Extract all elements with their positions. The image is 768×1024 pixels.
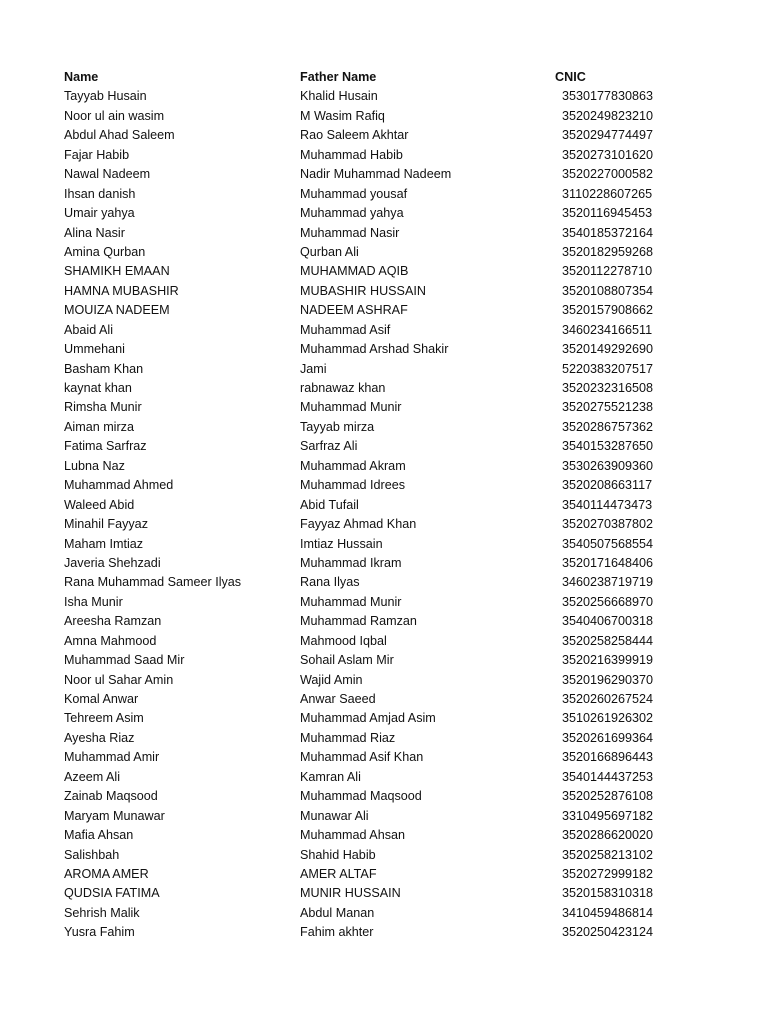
cell-name: kaynat khan xyxy=(64,381,132,395)
cell-cnic: 3520261699364 xyxy=(562,730,654,745)
cell-name: Alina Nasir xyxy=(64,225,125,240)
cell-cnic: 3520158310318 xyxy=(562,886,654,901)
cell-cnic: 3460234166511 xyxy=(562,322,653,337)
cell-father-name: Muhammad yahya xyxy=(300,206,404,221)
cell-father-name: Tayyab mirza xyxy=(300,419,375,434)
table-row xyxy=(0,398,768,417)
cell-cnic: 3520270387802 xyxy=(562,517,654,532)
cell-cnic: 3520286757362 xyxy=(562,419,654,434)
cell-name: Aiman mirza xyxy=(64,419,134,434)
cell-name: Noor ul ain wasim xyxy=(64,108,165,123)
cell-cnic: 3520272999182 xyxy=(562,866,654,881)
cell-name: MOUIZA NADEEM xyxy=(64,303,170,318)
cell-father-name: MUBASHIR HUSSAIN xyxy=(300,283,426,298)
table-row xyxy=(0,496,768,515)
table-row xyxy=(0,126,768,145)
cell-cnic: 3510261926302 xyxy=(562,711,654,726)
cell-father-name: Qurban Ali xyxy=(300,244,359,259)
cell-name: Amna Mahmood xyxy=(64,633,157,648)
cell-name: Tayyab Husain xyxy=(64,89,147,104)
cell-cnic: 3410459486814 xyxy=(562,905,654,920)
cell-father-name: Wajid Amin xyxy=(300,672,363,687)
cell-name: Zainab Maqsood xyxy=(64,789,158,804)
cell-name: Salishbah xyxy=(64,847,120,862)
table-row xyxy=(0,846,768,865)
cell-cnic: 3530177830863 xyxy=(562,89,654,104)
cell-cnic: 3520108807354 xyxy=(562,283,654,298)
table-row xyxy=(0,807,768,826)
cell-name: Muhammad Ahmed xyxy=(64,478,174,493)
cell-cnic: 3540507568554 xyxy=(562,536,654,551)
cell-name: Ayesha Riaz xyxy=(64,730,135,745)
cell-cnic: 3520250423124 xyxy=(562,925,654,940)
table-row xyxy=(0,379,768,398)
cell-father-name: Muhammad Idrees xyxy=(300,478,405,493)
table-row xyxy=(0,262,768,281)
cell-father-name: Fayyaz Ahmad Khan xyxy=(300,517,417,532)
table-row xyxy=(0,651,768,670)
table-row xyxy=(0,437,768,456)
cell-name: Yusra Fahim xyxy=(64,925,135,940)
table-row xyxy=(0,301,768,320)
cell-name: Fatima Sarfraz xyxy=(64,439,147,454)
table-row xyxy=(0,748,768,767)
cell-cnic: 3520171648406 xyxy=(562,555,654,570)
table-row xyxy=(0,554,768,573)
cell-father-name: Muhammad Ahsan xyxy=(300,828,406,843)
cell-name: Ummehani xyxy=(64,342,125,357)
cell-father-name: Sohail Aslam Mir xyxy=(300,653,394,668)
table-row xyxy=(0,768,768,787)
cell-name: AROMA AMER xyxy=(64,866,149,881)
cell-name: Minahil Fayyaz xyxy=(64,517,148,532)
cell-name: Abaid Ali xyxy=(64,322,114,337)
table-row xyxy=(0,282,768,301)
cell-cnic: 3540114473473 xyxy=(562,497,653,512)
table-row xyxy=(0,923,768,942)
cell-name: Komal Anwar xyxy=(64,692,139,706)
header-father-name: Father Name xyxy=(300,70,377,84)
cell-name: Mafia Ahsan xyxy=(64,828,134,843)
table-row xyxy=(0,904,768,923)
cell-name: Ihsan danish xyxy=(64,186,136,201)
cell-name: QUDSIA FATIMA xyxy=(64,886,160,901)
cell-name: Muhammad Amir xyxy=(64,750,160,765)
cell-father-name: rabnawaz khan xyxy=(300,381,386,395)
table-row xyxy=(0,865,768,884)
cell-cnic: 5220383207517 xyxy=(562,361,654,376)
table-row xyxy=(0,826,768,845)
cell-name: Basham Khan xyxy=(64,361,144,376)
cell-name: HAMNA MUBASHIR xyxy=(64,283,179,298)
table-row xyxy=(0,515,768,534)
cell-cnic: 3520149292690 xyxy=(562,342,654,357)
student-table xyxy=(0,68,768,943)
cell-cnic: 3520252876108 xyxy=(562,789,654,804)
cell-father-name: Muhammad Arshad Shakir xyxy=(300,342,449,357)
table-row xyxy=(0,573,768,592)
cell-cnic: 3520196290370 xyxy=(562,672,654,687)
table-row xyxy=(0,709,768,728)
cell-cnic: 3460238719719 xyxy=(562,575,654,590)
cell-father-name: NADEEM ASHRAF xyxy=(300,303,408,318)
cell-name: SHAMIKH EMAAN xyxy=(64,264,170,279)
cell-cnic: 3110228607265 xyxy=(562,186,653,201)
cell-cnic: 3540153287650 xyxy=(562,439,654,454)
table-row xyxy=(0,476,768,495)
table-row xyxy=(0,418,768,437)
cell-name: Amina Qurban xyxy=(64,244,146,259)
cell-father-name: Abid Tufail xyxy=(300,497,359,512)
cell-name: Maryam Munawar xyxy=(64,808,165,823)
table-row xyxy=(0,632,768,651)
cell-father-name: Muhammad Munir xyxy=(300,594,402,609)
table-row xyxy=(0,185,768,204)
cell-father-name: MUHAMMAD AQIB xyxy=(300,264,409,279)
table-row xyxy=(0,321,768,340)
cell-father-name: MUNIR HUSSAIN xyxy=(300,886,401,901)
cell-cnic: 3520112278710 xyxy=(562,264,653,279)
cell-name: Umair yahya xyxy=(64,206,135,221)
table-row xyxy=(0,612,768,631)
table-row xyxy=(0,593,768,612)
header-name: Name xyxy=(64,70,99,84)
cell-father-name: Sarfraz Ali xyxy=(300,439,358,454)
table-row xyxy=(0,787,768,806)
cell-name: Rana Muhammad Sameer Ilyas xyxy=(64,575,242,590)
cell-name: Maham Imtiaz xyxy=(64,536,144,551)
cell-cnic: 3520116945453 xyxy=(562,206,653,221)
cell-father-name: Abdul Manan xyxy=(300,905,375,920)
cell-name: Areesha Ramzan xyxy=(64,614,162,629)
cell-father-name: Nadir Muhammad Nadeem xyxy=(300,167,452,182)
cell-cnic: 3520258258444 xyxy=(562,633,654,648)
cell-father-name: Fahim akhter xyxy=(300,925,374,940)
cell-father-name: Shahid Habib xyxy=(300,847,376,862)
cell-cnic: 3540185372164 xyxy=(562,225,654,240)
cell-cnic: 3520232316508 xyxy=(562,381,654,395)
cell-father-name: AMER ALTAF xyxy=(300,866,377,881)
cell-name: Abdul Ahad Saleem xyxy=(64,128,175,143)
header-cnic: CNIC xyxy=(555,70,586,84)
cell-name: Rimsha Munir xyxy=(64,400,142,415)
cell-father-name: Muhammad yousaf xyxy=(300,186,408,201)
cell-father-name: Jami xyxy=(300,361,327,376)
cell-father-name: Muhammad Nasir xyxy=(300,225,400,240)
cell-father-name: Imtiaz Hussain xyxy=(300,536,383,551)
cell-father-name: Muhammad Asif xyxy=(300,322,391,337)
cell-father-name: Muhammad Ikram xyxy=(300,555,402,570)
cell-cnic: 3520275521238 xyxy=(562,400,654,415)
table-row xyxy=(0,224,768,243)
cell-name: Waleed Abid xyxy=(64,497,135,512)
table-row xyxy=(0,204,768,223)
cell-name: Fajar Habib xyxy=(64,147,130,162)
table-row xyxy=(0,884,768,903)
cell-father-name: Muhammad Riaz xyxy=(300,730,396,745)
cell-name: Nawal Nadeem xyxy=(64,167,151,182)
cell-name: Lubna Naz xyxy=(64,458,125,473)
table-row xyxy=(0,535,768,554)
cell-father-name: Khalid Husain xyxy=(300,89,378,104)
cell-father-name: Rao Saleem Akhtar xyxy=(300,128,409,143)
table-row xyxy=(0,165,768,184)
table-row xyxy=(0,690,768,709)
cell-father-name: Muhammad Munir xyxy=(300,400,402,415)
cell-cnic: 3520182959268 xyxy=(562,244,654,259)
cell-father-name: Muhammad Habib xyxy=(300,147,403,162)
cell-name: Azeem Ali xyxy=(64,769,120,784)
cell-cnic: 3520157908662 xyxy=(562,303,654,318)
table-row xyxy=(0,671,768,690)
cell-cnic: 3520286620020 xyxy=(562,828,654,843)
cell-cnic: 3530263909360 xyxy=(562,458,654,473)
cell-cnic: 3540406700318 xyxy=(562,614,654,629)
cell-father-name: Muhammad Ramzan xyxy=(300,614,417,629)
cell-cnic: 3520294774497 xyxy=(562,128,654,143)
cell-father-name: Mahmood Iqbal xyxy=(300,633,387,648)
cell-cnic: 3520216399919 xyxy=(562,653,654,668)
cell-cnic: 3310495697182 xyxy=(562,808,654,823)
table-body xyxy=(0,87,768,942)
cell-father-name: Rana Ilyas xyxy=(300,575,360,590)
table-row xyxy=(0,87,768,106)
cell-name: Noor ul Sahar Amin xyxy=(64,672,174,687)
cell-cnic: 3520260267524 xyxy=(562,692,654,706)
table-row xyxy=(0,107,768,126)
cell-cnic: 3520166896443 xyxy=(562,750,654,765)
cell-father-name: Muhammad Akram xyxy=(300,458,406,473)
table-row xyxy=(0,457,768,476)
cell-cnic: 3520208663117 xyxy=(562,478,653,493)
cell-cnic: 3520249823210 xyxy=(562,108,654,123)
table-row xyxy=(0,146,768,165)
cell-cnic: 3540144437253 xyxy=(562,769,654,784)
table-row xyxy=(0,729,768,748)
cell-name: Muhammad Saad Mir xyxy=(64,653,185,668)
table-header xyxy=(0,68,768,87)
cell-father-name: M Wasim Rafiq xyxy=(300,108,385,123)
table-row xyxy=(0,340,768,359)
cell-father-name: Anwar Saeed xyxy=(300,692,376,706)
cell-father-name: Munawar Ali xyxy=(300,808,369,823)
table-row xyxy=(0,243,768,262)
cell-cnic: 3520256668970 xyxy=(562,594,654,609)
cell-father-name: Kamran Ali xyxy=(300,769,361,784)
cell-name: Isha Munir xyxy=(64,594,123,609)
cell-cnic: 3520227000582 xyxy=(562,167,654,182)
cell-father-name: Muhammad Asif Khan xyxy=(300,750,424,765)
table-row xyxy=(0,360,768,379)
cell-name: Sehrish Malik xyxy=(64,905,140,920)
cell-cnic: 3520258213102 xyxy=(562,847,654,862)
cell-name: Javeria Shehzadi xyxy=(64,555,161,570)
cell-father-name: Muhammad Amjad Asim xyxy=(300,711,436,726)
cell-name: Tehreem Asim xyxy=(64,711,144,726)
cell-father-name: Muhammad Maqsood xyxy=(300,789,422,804)
cell-cnic: 3520273101620 xyxy=(562,147,654,162)
